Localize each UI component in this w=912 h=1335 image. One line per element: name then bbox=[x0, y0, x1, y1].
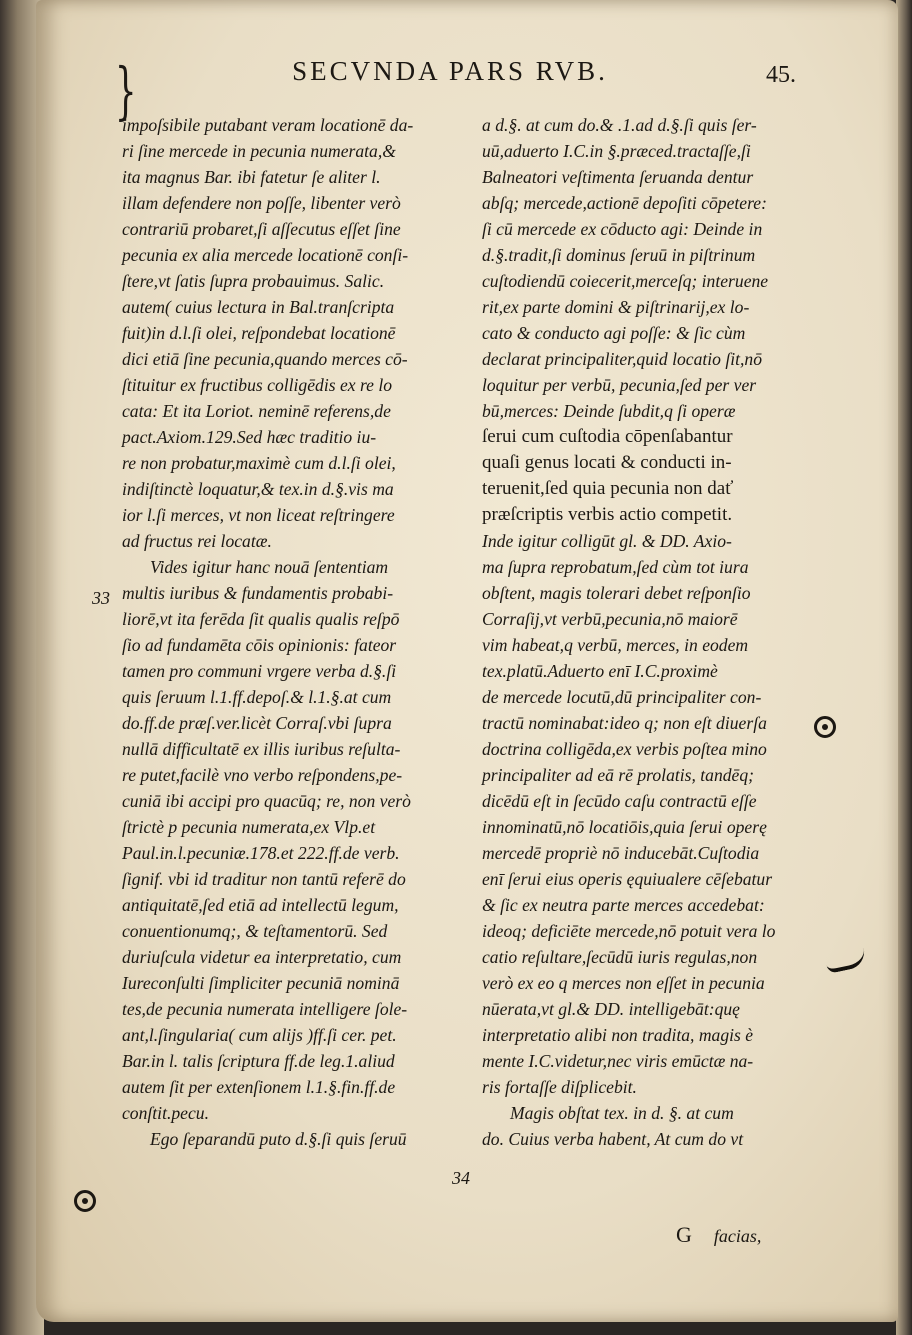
text-line: tractū nominabat:ideo q; non eſt diuerſa bbox=[482, 713, 767, 733]
text-line: vim habeat,q verbū, merces, in eodem bbox=[482, 635, 749, 655]
text-line: pecunia ex alia mercede locationē conſi- bbox=[122, 245, 409, 265]
text-line: ma ſupra reprobatum,ſed cùm tot iura bbox=[482, 557, 749, 577]
text-line: do. Cuius verba habent, At cum do vt bbox=[482, 1129, 744, 1149]
right-text-column bbox=[482, 112, 800, 1152]
text-line: innominatū,nō locatiōis,quia ſerui operę bbox=[482, 817, 767, 837]
text-line: rit,ex parte domini & piſtrinarij,ex lo- bbox=[482, 297, 750, 317]
text-line: nūerata,vt gl.& DD. intelligebāt:quę bbox=[482, 999, 740, 1019]
text-line: dicēdū eſt in ſecūdo caſu contractū eſſe bbox=[482, 791, 757, 811]
left-text-column bbox=[122, 112, 462, 1152]
text-line: interpretatio alibi non tradita, magis è bbox=[482, 1025, 754, 1045]
text-line: verò ex eo q merces non eſſet in pecunia bbox=[482, 973, 765, 993]
text-line: conſtit.pecu. bbox=[122, 1103, 209, 1123]
text-line: ior l.ſi merces, vt non liceat reſtringere bbox=[122, 505, 395, 525]
text-line: mercedē propriè nō inducebāt.Cuſtodia bbox=[482, 843, 760, 863]
text-line: Bar.in l. talis ſcriptura ff.de leg.1.aliud bbox=[122, 1051, 395, 1071]
text-line: declarat principaliter,quid locatio ſit,nō bbox=[482, 349, 763, 369]
text-line: nullā difficultatē ex illis iuribus reſulta- bbox=[122, 739, 401, 759]
text-line: contrariū probaret,ſi aſſecutus eſſet ſine bbox=[122, 219, 401, 239]
text-line: pact.Axiom.129.Sed hæc traditio iu- bbox=[122, 427, 377, 447]
text-line: principaliter ad eā rē prolatis, tandēq; bbox=[482, 765, 755, 785]
text-line: quis ſeruum l.1.ff.depoſ.& l.1.§.at cum bbox=[122, 687, 392, 707]
text-line: Ego ſeparandū puto d.§.ſi quis ſeruū bbox=[150, 1129, 407, 1149]
text-line: cato & conducto agi poſſe: & ſic cùm bbox=[482, 323, 746, 343]
text-line: abſq; mercede,actionē depoſiti cōpetere: bbox=[482, 193, 767, 213]
text-line: cuniā ibi accipi pro quacūq; re, non verò bbox=[122, 791, 411, 811]
circle-marker-icon bbox=[814, 716, 836, 738]
text-line: cuſtodiendū coiecerit,merceſq; interuene bbox=[482, 271, 769, 291]
text-line: enī ſerui eius operis ęquiualere cēſebatur bbox=[482, 869, 773, 889]
text-line: ſtere,vt ſatis ſupra probauimus. Salic. bbox=[122, 271, 385, 291]
text-line: Inde igitur colligūt gl. & DD. Axio- bbox=[482, 531, 732, 551]
text-line: re non probatur,maximè cum d.l.ſi olei, bbox=[122, 453, 396, 473]
text-line: præſcriptis verbis actio competit. bbox=[482, 504, 733, 525]
text-line: ad fructus rei locatæ. bbox=[122, 531, 272, 551]
text-line: catio reſultare,ſecūdū iuris regulas,non bbox=[482, 947, 758, 967]
text-line: illam defendere non poſſe, libenter verò bbox=[122, 193, 401, 213]
text-line: do.ff.de præſ.ver.licèt Corraſ.vbi ſupra bbox=[122, 713, 392, 733]
text-line: ſerui cum cuſtodia cōpenſabantur bbox=[482, 426, 733, 447]
text-line: loquitur per verbū, pecunia,ſed per ver bbox=[482, 375, 757, 395]
catchword: facias, bbox=[713, 1226, 762, 1246]
folio-number: 45. bbox=[766, 62, 796, 88]
text-line: re putet,facilè vno verbo reſpondens,pe- bbox=[122, 765, 403, 785]
text-line: Vides igitur hanc nouā ſententiam bbox=[150, 557, 389, 577]
text-line: duriuſcula videtur ea interpretatio, cum bbox=[122, 947, 402, 967]
text-line: ſio ad fundamēta cōis opinionis: fateor bbox=[122, 635, 397, 655]
text-line: indiſtinctè loquatur,& tex.in d.§.vis ma bbox=[122, 479, 394, 499]
text-line: mente I.C.videtur,nec viris emūctæ na- bbox=[482, 1051, 754, 1071]
text-line: & ſic ex neutra parte merces accedebat: bbox=[482, 895, 765, 915]
text-line: multis iuribus & fundamentis probabi- bbox=[122, 583, 394, 603]
text-line: tex.platū.Aduerto enī I.C.proximè bbox=[482, 661, 718, 681]
text-line: bū,merces: Deinde ſubdit,q ſi operæ bbox=[482, 401, 736, 421]
margin-number-33: 33 bbox=[92, 588, 110, 608]
text-line: autem ſit per extenſionem l.1.§.fin.ff.de bbox=[122, 1077, 396, 1097]
text-line: antiquitatē,ſed etiā ad intellectū legum, bbox=[122, 895, 399, 915]
text-line: dici etiā ſine pecunia,quando merces cō- bbox=[122, 349, 408, 369]
text-line: teruenit,ſed quia pecunia non dať bbox=[482, 478, 734, 499]
text-line: tamen pro communi vrgere verba d.§.ſi bbox=[122, 661, 397, 681]
text-line: a d.§. at cum do.& .1.ad d.§.ſi quis ſer- bbox=[482, 115, 757, 135]
text-line: quaſi genus locati & conducti in- bbox=[482, 452, 732, 473]
text-line: ant,l.ſingularia( cum alijs )ff.ſi cer. pet. bbox=[122, 1025, 397, 1045]
text-line: obſtent, magis tolerari debet reſponſio bbox=[482, 583, 751, 603]
text-line: ri ſine mercede in pecunia numerata,& bbox=[122, 141, 396, 161]
text-line: ſtituitur ex fructibus colligēdis ex re lo bbox=[122, 375, 393, 395]
text-line: ideoq; deficiēte mercede,nō potuit vera lo bbox=[482, 921, 776, 941]
signature-and-catchword bbox=[676, 1222, 761, 1248]
text-line: d.§.tradit,ſi dominus ſeruū in piſtrinum bbox=[482, 245, 756, 265]
text-line: tes,de pecunia numerata intelligere ſole- bbox=[122, 999, 408, 1019]
text-line: fuit)in d.l.ſi olei, reſpondebat locationē bbox=[122, 323, 396, 343]
text-line: Paul.in.l.pecuniæ.178.et 222.ff.de verb. bbox=[122, 843, 400, 863]
text-line: autem( cuius lectura in Bal.tranſcripta bbox=[122, 297, 395, 317]
running-title: SECVNDA PARS RVB. bbox=[292, 56, 608, 86]
circle-marker-icon bbox=[74, 1190, 96, 1212]
text-line: doctrina colligēda,ex verbis poſtea mino bbox=[482, 739, 767, 759]
margin-number-34: 34 bbox=[452, 1168, 470, 1188]
handwritten-bracket-mark: } bbox=[114, 54, 137, 127]
text-line: Balneatori veſtimenta ſeruanda dentur bbox=[482, 167, 754, 187]
text-line: conuentionumq;, & teſtamentorū. Sed bbox=[122, 921, 388, 941]
text-line: ita magnus Bar. ibi fatetur ſe aliter l. bbox=[122, 167, 381, 187]
text-line: ris fortaſſe diſplicebit. bbox=[482, 1077, 637, 1097]
text-line: liorē,vt ita ferēda ſit qualis qualis reſpō bbox=[122, 609, 400, 629]
text-line: de mercede locutū,dū principaliter con- bbox=[482, 687, 762, 707]
page-stack-edge bbox=[896, 0, 912, 1335]
text-line: impoſsibile putabant veram locationē da- bbox=[122, 115, 414, 135]
text-line: Magis obſtat tex. in d. §. at cum bbox=[510, 1103, 734, 1123]
text-line: Corraſij,vt verbū,pecunia,nō maiorē bbox=[482, 609, 738, 629]
text-line: uū,aduerto I.C.in §.præced.tractaſſe,ſi bbox=[482, 141, 751, 161]
text-line: ſtrictè p pecunia numerata,ex Vlp.et bbox=[122, 817, 376, 837]
text-line: Iureconſulti ſimpliciter pecuniā nominā bbox=[122, 973, 400, 993]
text-line: ſignif. vbi id traditur non tantū referē do bbox=[122, 869, 406, 889]
signature-mark: G bbox=[676, 1222, 692, 1247]
text-line: ſi cū mercede ex cōducto agi: Deinde in bbox=[482, 219, 763, 239]
text-line: cata: Et ita Loriot. neminē referens,de bbox=[122, 401, 391, 421]
